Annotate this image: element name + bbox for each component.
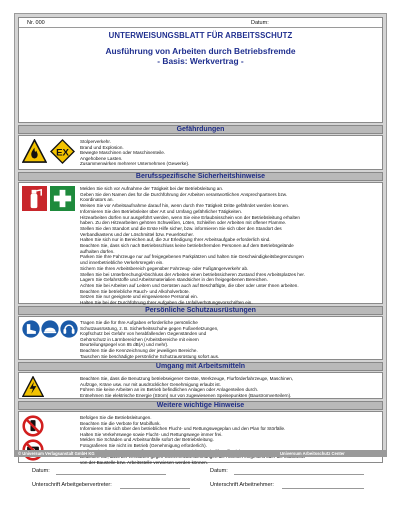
first-aid-icon: [50, 186, 75, 211]
signature-employee-label: Unterschrift Arbeitnehmer:: [210, 482, 274, 488]
section-ppe: [18, 316, 383, 360]
list-item: von der Baustelle bzw. Arbeitsstelle verwiesen werden können.: [80, 459, 208, 465]
list-item: Beachten Sie betriebliche Rauch- und Alkoholverbote.: [80, 288, 190, 294]
list-item: Tragen Sie die für Ihre Aufgaben erforderliche persönliche: [80, 320, 198, 325]
electrical-hazard-icon: [22, 376, 44, 398]
date-line-right[interactable]: [234, 474, 364, 475]
document-number: Nr. 000: [27, 20, 45, 26]
section-title-ppe: Persönliche Schutzausrüstungen: [18, 306, 383, 315]
list-item: aufhalten dürfen.: [80, 248, 115, 254]
list-item: Halten Sie bei der Durchführung Ihrer Aufgaben die Unfallverhütungsvorschriften ein.: [80, 300, 253, 306]
list-item: Beachten Sie, dass die Benutzung betriebseigener Geräte, Werkzeuge, Flurförderfahrzeuge, Maschinen,: [80, 376, 294, 381]
list-item: Setzen Sie nur geeignete und eingewiesene Personal ein.: [80, 294, 198, 300]
svg-text:EX: EX: [56, 147, 69, 159]
section-safety: [18, 182, 383, 304]
safety-list: [80, 186, 378, 306]
list-item: Geben Sie den Namen des für die Durchführung der Arbeiten verantwortlichen Ansprechpartners bzw.: [80, 191, 288, 197]
list-item: Stolperverkehr.: [80, 139, 111, 144]
list-item: Halten Sie Verkehrswege sowie Flucht- und Rettungswege immer frei.: [80, 431, 223, 437]
date-line-left[interactable]: [56, 474, 166, 475]
list-item: Fotografieren Sie nicht im Betrieb (Genehmigung erforderlich).: [80, 442, 207, 448]
sheet-header: [18, 17, 383, 123]
ppe-list: [80, 320, 378, 359]
list-item: Beachten Sie die Verbote für Mobilfunk.: [80, 420, 161, 426]
list-item: Brand und Explosion.: [80, 144, 124, 150]
signature-line-employee[interactable]: [282, 488, 364, 489]
list-item: Entnehmen Sie elektrische Energie (Strom) nur von zugewiesenen Speisepunkten (Baustromverteilern).: [80, 392, 292, 398]
ear-protection-icon: [60, 320, 78, 338]
section-title-equipment: Umgang mit Arbeitsmitteln: [18, 362, 383, 371]
signature-date-right: Datum:: [210, 468, 228, 474]
list-item: Parken Sie Ihre Fahrzeuge nur auf freigegebenen Parkplätzen und halten Sie Geschwindigkeitsbegrenzungen: [80, 254, 304, 260]
list-item: Sichern Sie Ihren Arbeitsbereich gegenüber Fahrzeug- oder Fußgängerverkehr ab.: [80, 265, 249, 271]
list-item: Melden Sie Schäden und Arbeitsunfälle sofort der Betriebsleitung.: [80, 437, 214, 443]
helmet-icon: [41, 320, 59, 338]
footer-center: Universum Arbeitsschutz Center: [280, 451, 345, 456]
hazard-icons: [22, 139, 75, 164]
section-equipment: [18, 372, 383, 399]
list-item: Stellen Sie den Standort und die Erste Hilfe sicher, bzw. informieren Sie sich über den Standort des: [80, 225, 282, 231]
list-item: Hitzearbeiten dürfen nur ausgeführt werden, wenn Sie eine Erlaubnisschein von der Betriebsleitung erhalten: [80, 214, 300, 220]
signature-line-employer[interactable]: [120, 488, 190, 489]
list-item: Melden Sie sich vor Aufnahme der Tätigkeit bei der Betriebsleitung an.: [80, 186, 224, 191]
equipment-list: [80, 376, 378, 398]
list-item: Aufzüge, Kräne usw. nur mit ausdrücklicher Genehmigung erlaubt ist.: [80, 381, 221, 387]
signature-date-left: Datum:: [32, 468, 50, 474]
hazard-list: [80, 139, 378, 167]
list-item: Tauschen Sie beschädigte persönliche Schutzausrüstung sofort aus.: [80, 353, 220, 359]
list-item: Beurteilungspegel von 85 dB(A) und mehr).: [80, 342, 169, 348]
list-item: Beachten Sie, dass sich nach Betriebsschluss keine betriebsfremden Personen auf dem Betriebsgelände: [80, 243, 294, 249]
list-item: Schutzausrüstung, z. B. Sicherheitsschuhe gegen Fußverletzungen,: [80, 325, 219, 331]
list-item: Kopfschutz bei Gefahr von herabfallenden Gegenständen und: [80, 331, 207, 337]
document-title: UNTERWEISUNGSBLATT FÜR ARBEITSSCHUTZ: [108, 31, 293, 40]
list-item: Lagern Sie Gefahrstoffe und Arbeitsmaterialien standsicher in den freigegebenen Bereichen.: [80, 277, 268, 283]
list-item: Stellen Sie bei Unterbrechung/Abschluss der Arbeiten einen betriebssicheren Zustand Ihres Arbeitsplatzes her.: [80, 271, 305, 277]
list-item: Informieren Sie den Betriebsleiter über Art und Umfang gefährlicher Tätigkeiten.: [80, 208, 243, 214]
list-item: Angehobene Lasten.: [80, 155, 123, 161]
no-mobile-phone-icon: [22, 415, 44, 437]
signature-employer-label: Unterschrift Arbeitgebervertreter:: [32, 482, 112, 488]
further-notes-list: [80, 415, 378, 465]
list-item: Verbandkastens und der Löschmittel bzw. Feuerlöscher.: [80, 231, 194, 237]
list-item: Führen Sie keine Arbeiten an im Betrieb befindlichen Anlagen oder Anlagenteilen durch.: [80, 387, 259, 393]
list-item: Weisen Sie vor Arbeitsaufnahme darauf hin, wenn durch Ihre Tätigkeit Dritte gefährdet werden können.: [80, 203, 290, 209]
list-item: Beachten Sie die Kennzeichnung der jeweiligen Bereiche.: [80, 347, 198, 353]
list-item: haben. Zu den Hitzearbeiten gehören Schweißen, Löten, Schleifen oder Arbeiten mit offener Flamme.: [80, 220, 287, 226]
document-subtitle: [19, 47, 382, 66]
ppe-icons: [22, 320, 78, 338]
list-item: Befolgen Sie die Betriebsleitungen.: [80, 415, 152, 420]
subtitle-line-2: - Basis: Werkvertrag -: [157, 55, 244, 66]
section-title-further-notes: Weitere wichtige Hinweise: [18, 401, 383, 410]
fire-warning-icon: [22, 139, 47, 164]
list-item: Koordinators an.: [80, 197, 114, 203]
subtitle-line-1: Ausführung von Arbeiten durch Betriebsfremde: [105, 46, 296, 56]
list-item: Halten Sie sich nur in Bereichen auf, die zur Erledigung Ihrer Arbeitsaufgabe erforderlich sind.: [80, 237, 271, 243]
list-item: Gehörschutz in Lärmbereichen (Arbeitsbereiche mit einem: [80, 336, 199, 342]
list-item: Zusammenwirken mehrerer Unternehmen (Gewerke).: [80, 161, 190, 167]
explosion-warning-icon: [50, 139, 75, 164]
list-item: Informieren Sie sich über den betrieblichen Flucht- und Rettungswegeplan und den Plan für Störfälle.: [80, 426, 286, 432]
header-date-label: Datum:: [251, 20, 269, 26]
list-item: Achten Sie bei Arbeiten auf Leitern und Gerüsten auch auf Beschäftigte, die über oder unter Ihnen arbeiten.: [80, 282, 299, 288]
instruction-sheet: [14, 13, 387, 465]
list-item: Bewegte Maschinen oder Maschinenteile.: [80, 150, 166, 156]
footer-publisher: © Universum Verlagsanstalt GmbH KG: [18, 451, 95, 456]
section-title-safety: Berufsspezifische Sicherheitshinweise: [18, 172, 383, 181]
safety-shoes-icon: [22, 320, 40, 338]
list-item: und innerbetriebliche Verkehrsregeln ein.: [80, 260, 164, 266]
section-title-hazards: Gefährdungen: [18, 125, 383, 134]
section-hazards: [18, 135, 383, 170]
equipment-icons: [22, 376, 44, 398]
safety-icons: [22, 186, 75, 211]
fire-extinguisher-icon: [22, 186, 47, 211]
header-divider: [19, 27, 382, 28]
